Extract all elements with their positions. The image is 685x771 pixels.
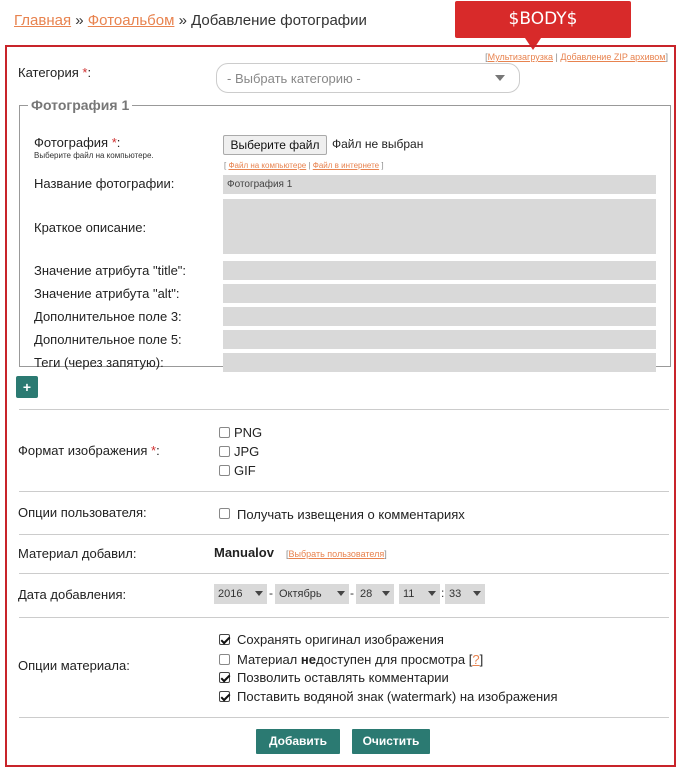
file-source-links xyxy=(224,161,384,170)
title-attr-label: Значение атрибута "title": xyxy=(34,263,187,278)
choose-user-link[interactable]: Выбрать пользователя xyxy=(288,549,385,559)
notify-comments-label: Получать извещения о комментариях xyxy=(237,507,465,522)
divider xyxy=(19,717,669,718)
format-jpg-label: JPG xyxy=(234,444,260,459)
file-internet-link[interactable]: Файл в интернете xyxy=(312,161,380,170)
user-options-label: Опции пользователя: xyxy=(18,505,147,520)
watermark-checkbox[interactable] xyxy=(219,691,230,702)
unavailable-label xyxy=(237,652,483,667)
separator: | xyxy=(306,161,313,170)
unavailable-text: Материал xyxy=(237,652,301,667)
label-colon: : xyxy=(116,135,121,150)
material-options-label: Опции материала: xyxy=(18,658,130,673)
tags-input[interactable] xyxy=(223,353,656,372)
date-dash: - xyxy=(269,586,273,600)
photo-name-label: Название фотографии: xyxy=(34,176,175,191)
multi-upload-link[interactable]: Мультизагрузка xyxy=(487,52,553,62)
breadcrumb-separator: » xyxy=(71,12,88,29)
alt-attr-input[interactable] xyxy=(223,284,656,303)
format-label-text: Формат изображения xyxy=(18,443,152,458)
keep-original-checkbox[interactable] xyxy=(219,634,230,645)
minute-select[interactable]: 33 xyxy=(445,584,485,604)
photo-file-hint: Выберите файл на компьютере. xyxy=(34,151,154,160)
photo-fieldset-legend: Фотография 1 xyxy=(31,97,130,113)
category-label-text: Категория xyxy=(18,65,83,80)
title-attr-input[interactable] xyxy=(223,261,656,280)
notify-comments-checkbox[interactable] xyxy=(219,508,230,519)
photo-description-label: Краткое описание: xyxy=(34,220,147,235)
photo-file-label xyxy=(34,135,120,150)
format-gif-label: GIF xyxy=(234,463,256,478)
file-computer-link[interactable]: Файл на компьютере xyxy=(228,161,307,170)
category-label xyxy=(18,65,91,80)
photo-fieldset xyxy=(19,97,671,370)
breadcrumb-album-link[interactable]: Фотоальбом xyxy=(87,12,175,29)
label-colon: : xyxy=(87,65,92,80)
format-png-checkbox[interactable] xyxy=(219,427,230,438)
bracket: ] xyxy=(665,52,668,62)
breadcrumb-home-link[interactable]: Главная xyxy=(14,12,72,29)
allow-comments-checkbox[interactable] xyxy=(219,672,230,683)
clear-button[interactable]: Очистить xyxy=(352,729,430,754)
time-colon: : xyxy=(441,586,445,600)
unavailable-text: доступен для просмотра xyxy=(315,652,466,667)
category-select[interactable]: - Выбрать категорию - xyxy=(216,63,520,93)
unavailable-checkbox[interactable] xyxy=(219,654,230,665)
format-gif-checkbox[interactable] xyxy=(219,465,230,476)
unavailable-not: не xyxy=(300,652,316,667)
added-by-user: Manualov xyxy=(214,545,274,560)
bracket: ] xyxy=(384,549,387,559)
format-jpg-checkbox[interactable] xyxy=(219,446,230,457)
photo-name-input[interactable]: Фотография 1 xyxy=(223,175,656,194)
bracket: [ xyxy=(286,549,289,559)
divider xyxy=(19,573,669,574)
bracket: [ xyxy=(485,52,488,62)
breadcrumb-separator: » xyxy=(174,12,192,29)
extra-field-3-input[interactable] xyxy=(223,307,656,326)
divider xyxy=(19,491,669,492)
date-label: Дата добавления: xyxy=(18,587,127,602)
separator: | xyxy=(553,52,561,62)
required-mark: * xyxy=(151,443,157,458)
divider xyxy=(19,534,669,535)
extra-field-3-label: Дополнительное поле 3: xyxy=(34,309,182,324)
required-mark: * xyxy=(82,65,88,80)
added-by-label: Материал добавил: xyxy=(18,546,137,561)
body-badge: $BODY$ xyxy=(455,1,631,38)
watermark-label: Поставить водяной знак (watermark) на изображения xyxy=(237,689,558,704)
day-select[interactable]: 28 xyxy=(356,584,394,604)
allow-comments-label: Позволить оставлять комментарии xyxy=(237,670,449,685)
add-photo-form xyxy=(5,45,676,767)
breadcrumb-current: Добавление фотографии xyxy=(191,12,367,29)
divider xyxy=(19,617,669,618)
extra-field-5-label: Дополнительное поле 5: xyxy=(34,332,182,347)
format-png-label: PNG xyxy=(234,425,263,440)
help-link[interactable]: ? xyxy=(472,652,480,667)
bracket: [ xyxy=(468,652,473,667)
photo-description-textarea[interactable] xyxy=(223,199,656,254)
year-select[interactable]: 2016 xyxy=(214,584,267,604)
photo-file-label-text: Фотография xyxy=(34,135,112,150)
tags-label: Теги (через запятую): xyxy=(34,355,164,370)
upload-mode-links xyxy=(485,52,668,62)
required-mark: * xyxy=(111,135,117,150)
add-photo-block-button[interactable]: + xyxy=(16,376,38,398)
format-label xyxy=(18,443,160,458)
submit-button[interactable]: Добавить xyxy=(256,729,340,754)
extra-field-5-input[interactable] xyxy=(223,330,656,349)
month-select[interactable]: Октябрь xyxy=(275,584,349,604)
bracket: ] xyxy=(379,161,384,170)
zip-upload-link[interactable]: Добавление ZIP архивом xyxy=(560,52,666,62)
date-dash: - xyxy=(350,586,354,600)
bracket: [ xyxy=(224,161,229,170)
choose-file-button[interactable]: Выберите файл xyxy=(223,135,327,155)
divider xyxy=(19,409,669,410)
bracket: ] xyxy=(479,652,484,667)
file-status: Файл не выбран xyxy=(332,137,424,151)
hour-select[interactable]: 11 xyxy=(399,584,440,604)
breadcrumb xyxy=(14,12,367,29)
label-colon: : xyxy=(156,443,160,458)
keep-original-label: Сохранять оригинал изображения xyxy=(237,632,444,647)
alt-attr-label: Значение атрибута "alt": xyxy=(34,286,180,301)
choose-user-links xyxy=(286,549,387,559)
